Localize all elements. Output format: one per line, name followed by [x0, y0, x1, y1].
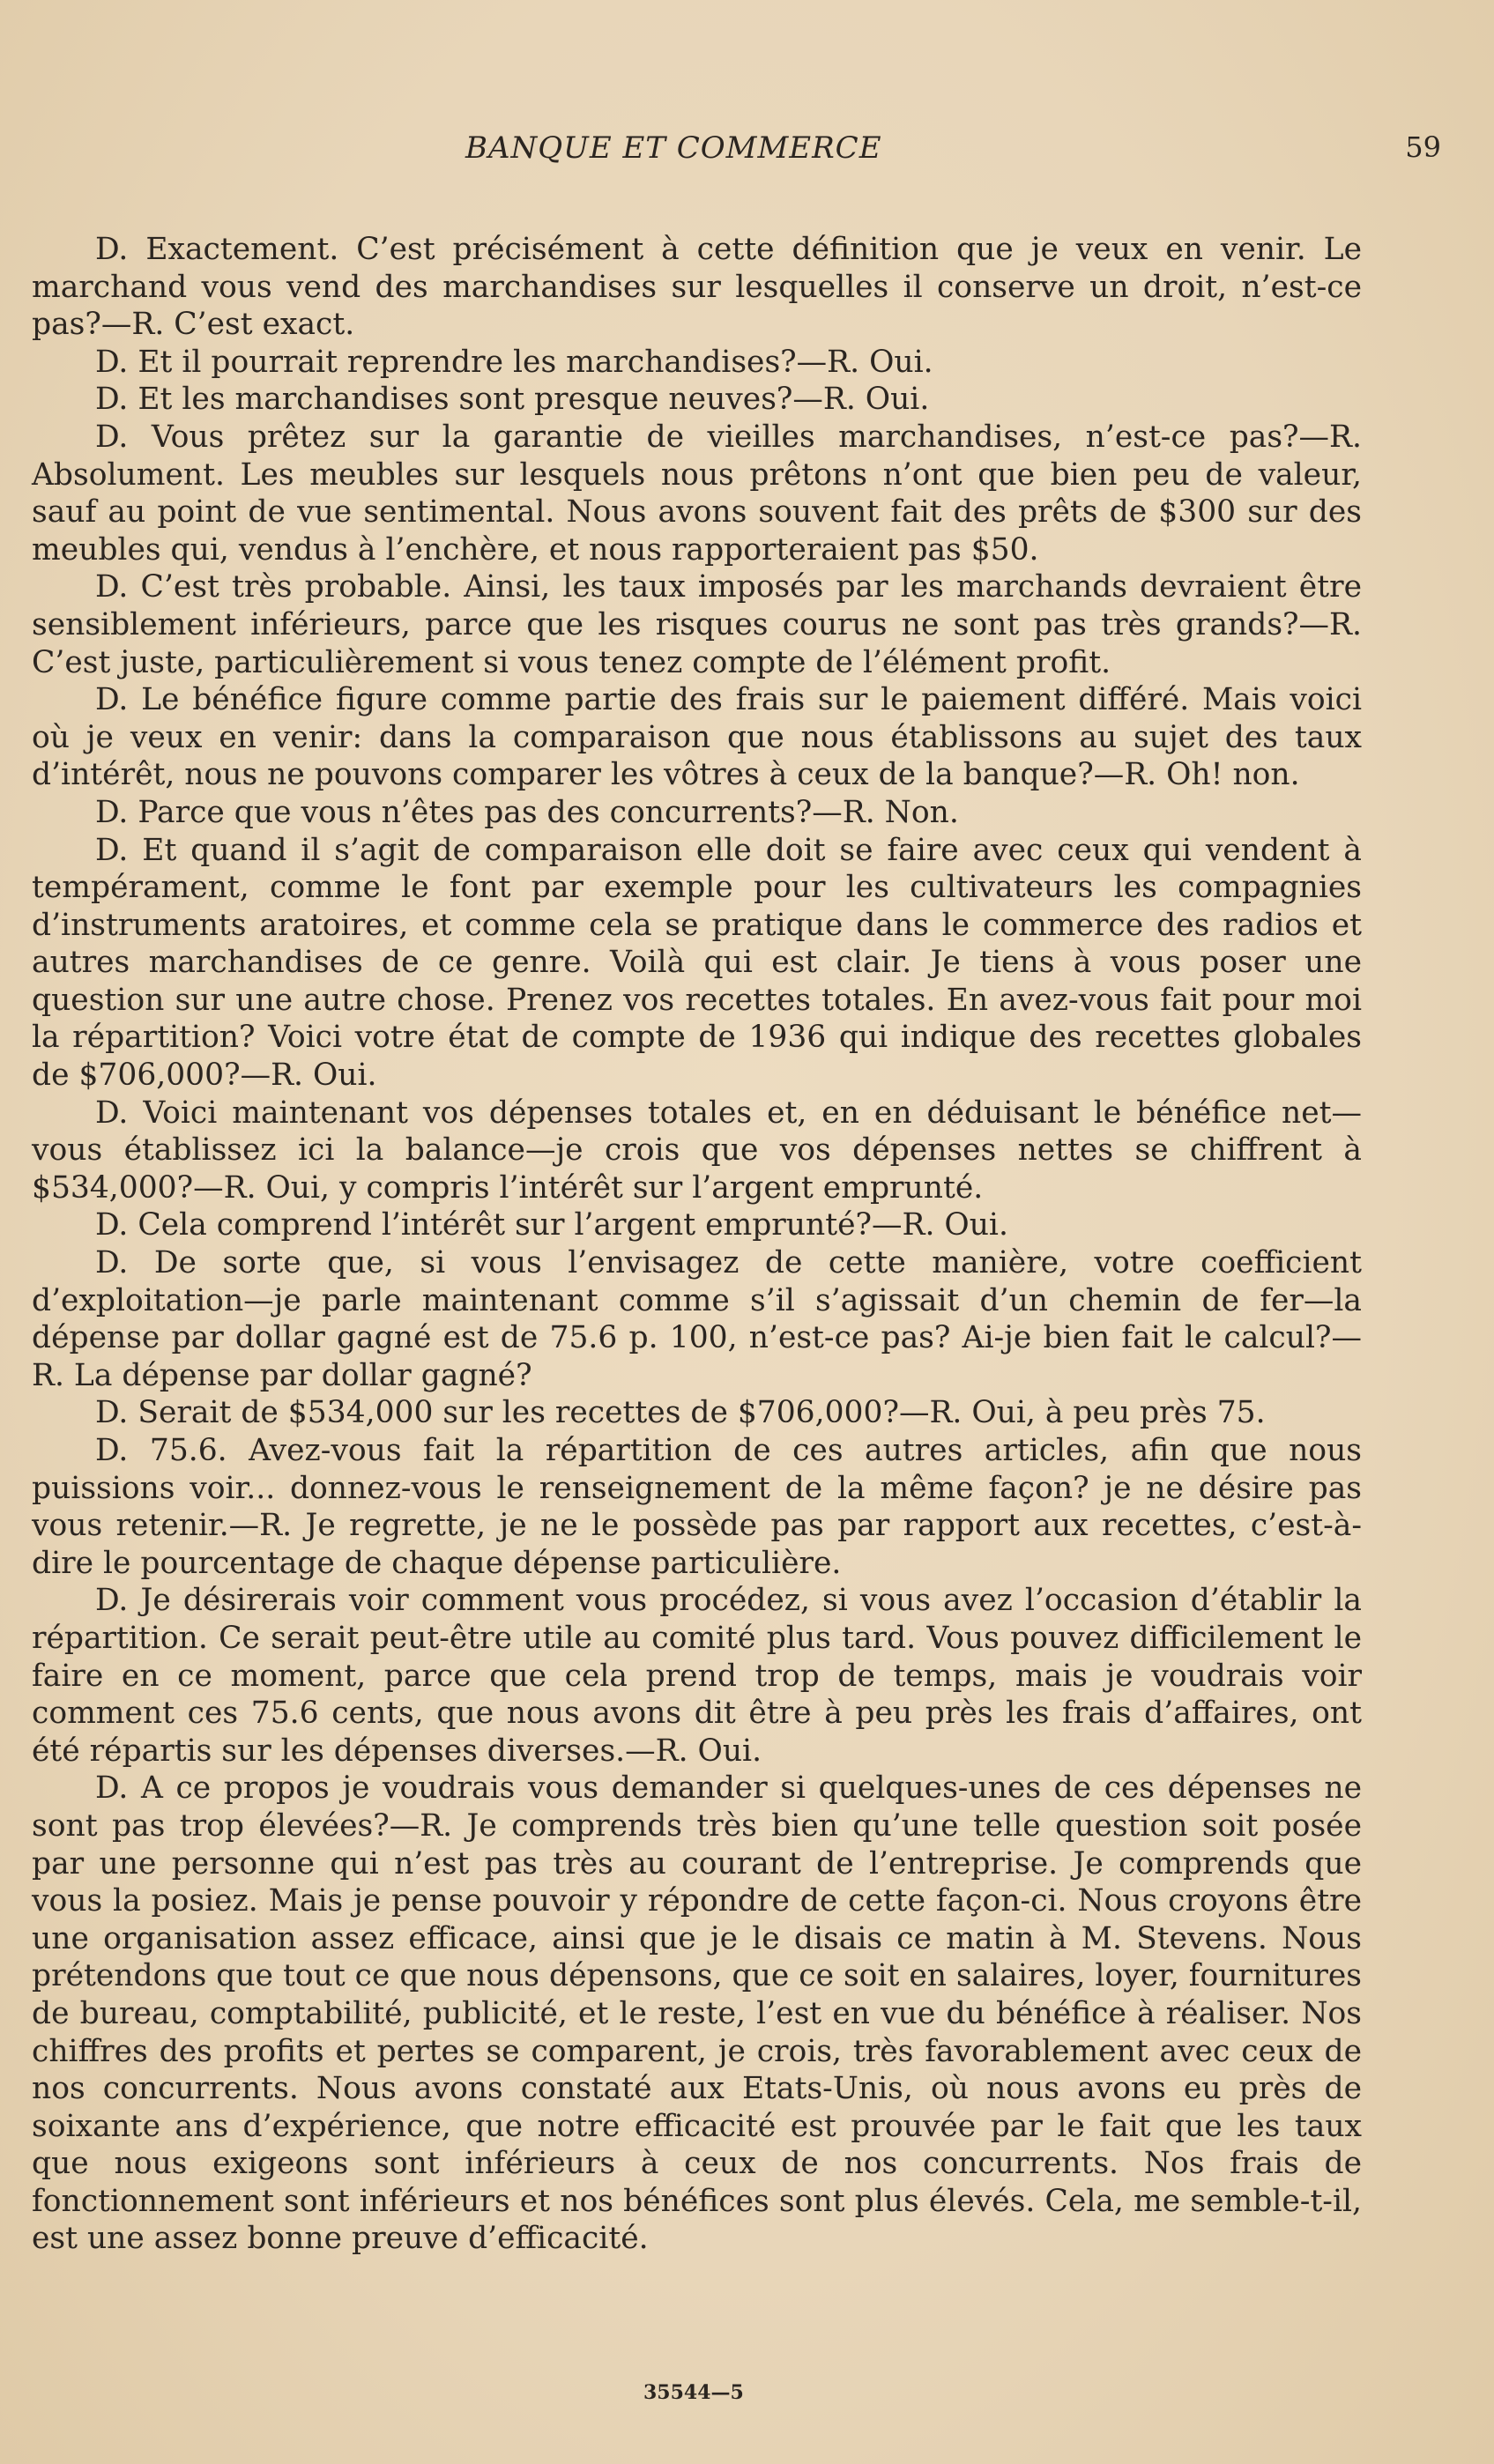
paragraph: D. Voici maintenant vos dépenses totales et, en en déduisant le bénéfice net—vous établissez ici la balance—je crois que vos dépenses nettes se chiffrent à $534,000?—R. Oui, y compris l’intérêt sur l’argent emprunté. [32, 1095, 1362, 1206]
paragraph: D. Exactement. C’est précisément à cette définition que je veux en venir. Le marchand vous vend des marchandises sur lesquelles il conserve un droit, n’est-ce pas?—R. C’est exact. [32, 232, 1362, 343]
paragraph: D. Parce que vous n’êtes pas des concurrents?—R. Non. [95, 794, 959, 830]
paragraph: D. Je désirerais voir comment vous procédez, si vous avez l’occasion d’établir la répartition. Ce serait peut-être utile au comité plus tard. Vous pouvez difficilement le faire en ce moment, parce que cela prend trop de temps, mais je voudrais voir comment ces 75.6 cents, que nous avons dit être à peu près les frais d’affaires, ont été répartis sur les dépenses diverses.—R. Oui. [32, 1583, 1362, 1769]
paragraph: D. Le bénéfice figure comme partie des frais sur le paiement différé. Mais voici où je veux en venir: dans la comparaison que nous établissons au sujet des taux d’intérêt, nous ne pouvons comparer les vôtres à ceux de la banque?—R. Oh! non. [32, 682, 1362, 793]
paragraph: D. Serait de $534,000 sur les recettes de $706,000?—R. Oui, à peu près 75. [95, 1395, 1266, 1431]
paragraph: D. Vous prêtez sur la garantie de vieilles marchandises, n’est-ce pas?—R. Absolument. Les meubles sur lesquels nous prêtons n’ont que bien peu de valeur, sauf au point de vue sentimental. Nous avons souvent fait des prêts de $300 sur des meubles qui, vendus à l’enchère, et nous rapporteraient pas $50. [32, 419, 1362, 568]
paragraph: D. Et il pourrait reprendre les marchandises?—R. Oui. [95, 344, 933, 380]
paragraph: D. Et quand il s’agit de comparaison elle doit se faire avec ceux qui vendent à tempérament, comme le font par exemple pour les cultivateurs les compagnies d’instruments aratoires, et comme cela se pratique dans le commerce des radios et autres marchandises de ce genre. Voilà qui est clair. Je tiens à vous poser une question sur une autre chose. Prenez vos recettes totales. En avez-vous fait pour moi la répartition? Voici votre état de compte de 1936 qui indique des recettes globales de $706,000?—R. Oui. [32, 832, 1362, 1094]
paragraph: D. 75.6. Avez-vous fait la répartition de ces autres articles, afin que nous puissions voir... donnez-vous le renseignement de la même façon? je ne désire pas vous retenir.—R. Je regrette, je ne le possède pas par rapport aux recettes, c’est-à-dire le pourcentage de chaque dépense particulière. [32, 1433, 1362, 1581]
running-title: BANQUE ET COMMERCE [465, 130, 882, 166]
paragraph: D. C’est très probable. Ainsi, les taux imposés par les marchands devraient être sensiblement inférieurs, parce que les risques courus ne sont pas très grands?—R. C’est juste, particulièrement si vous tenez compte de l’élément profit. [32, 569, 1362, 680]
paragraph: D. Cela comprend l’intérêt sur l’argent emprunté?—R. Oui. [95, 1207, 1008, 1243]
page-number: 59 [1405, 130, 1441, 164]
paragraph: D. De sorte que, si vous l’envisagez de cette manière, votre coefficient d’exploitation—je parle maintenant comme s’il s’agissait d’un chemin de fer—la dépense par dollar gagné est de 75.6 p. 100, n’est-ce pas? Ai-je bien fait le calcul?—R. La dépense par dollar gagné? [32, 1245, 1362, 1393]
body-text [32, 231, 1362, 2258]
running-header [32, 130, 1441, 176]
paragraph: D. Et les marchandises sont presque neuves?—R. Oui. [95, 382, 930, 418]
paragraph: D. A ce propos je voudrais vous demander si quelques-unes de ces dépenses ne sont pas trop élevées?—R. Je comprends très bien qu’une telle question soit posée par une personne qui n’est pas très au courant de l’entreprise. Je comprends que vous la posiez. Mais je pense pouvoir y répondre de cette façon-ci. Nous croyons être une organisation assez efficace, ainsi que je le disais ce matin à M. Stevens. Nous prétendons que tout ce que nous dépensons, que ce soit en salaires, loyer, fournitures de bureau, comptabilité, publicité, et le reste, l’est en vue du bénéfice à réaliser. Nos chiffres des profits et pertes se comparent, je crois, très favorablement avec ceux de nos concurrents. Nous avons constaté aux Etats-Unis, où nous avons eu près de soixante ans d’expérience, que notre efficacité est prouvée par le fait que les taux que nous exigeons sont inférieurs à ceux de nos concurrents. Nos frais de fonctionnement sont inférieurs et nos bénéfices sont plus élevés. Cela, me semble-t-il, est une assez bonne preuve d’efficacité. [32, 1770, 1362, 2257]
signature-code: 35544—5 [643, 2381, 744, 2404]
